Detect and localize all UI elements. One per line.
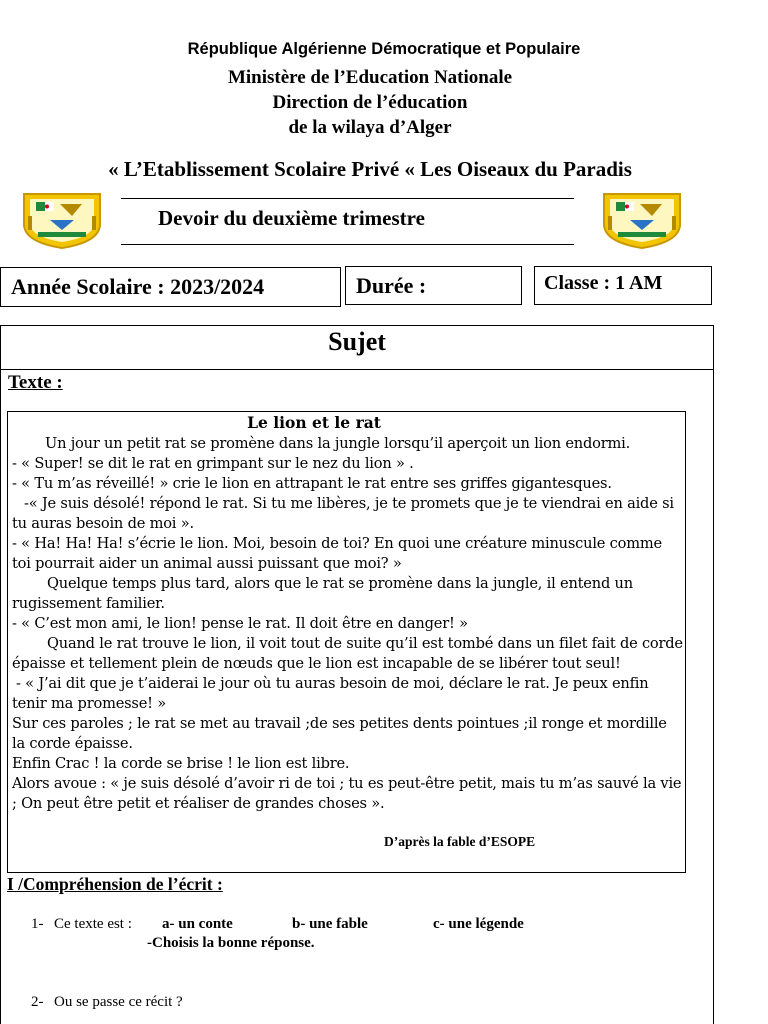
ministry-heading: Ministère de l’Education Nationale: [227, 67, 513, 88]
question-number: 2-: [31, 994, 44, 1010]
annee-box: [0, 267, 341, 307]
comprehension-title: I /Compréhension de l’écrit :: [7, 874, 223, 894]
question-number: 1-: [31, 916, 44, 932]
story-text: [12, 434, 684, 814]
texte-label: Texte :: [8, 372, 63, 393]
wilaya-heading: de la wilaya d’Alger: [288, 117, 452, 138]
duree-box: [345, 266, 522, 305]
answer-option-c: c- une légende: [433, 916, 524, 932]
divider: [121, 244, 574, 245]
story-paragraph: Sur ces paroles ; le rat se met au travail ;de ses petites dents pointues ;il ronge et mordille la corde épaisse.: [12, 715, 667, 752]
story-paragraph: Enfin Crac ! la corde se brise ! le lion est libre.: [12, 755, 350, 772]
answer-option-a: a- un conte: [162, 916, 233, 932]
story-paragraph: - « Tu m’as réveillé! » crie le lion en attrapant le rat entre ses griffes gigantesques.: [12, 475, 612, 492]
story-paragraph: - « C’est mon ami, le lion! pense le rat. Il doit être en danger! »: [12, 615, 468, 632]
school-name: « L’Etablissement Scolaire Privé « Les Oiseaux du Paradis: [108, 157, 632, 181]
sujet-title: Sujet: [328, 327, 386, 356]
direction-heading: Direction de l’éducation: [272, 92, 468, 113]
school-logo-icon: [20, 190, 104, 250]
story-paragraph: - « Super! se dit le rat en grimpant sur le nez du lion » .: [12, 455, 414, 472]
duree-label: Durée :: [356, 273, 427, 298]
story-paragraph: - « J’ai dit que je t’aiderai le jour où tu auras besoin de moi, déclare le rat. Je peux enfin tenir ma promesse! »: [12, 675, 649, 712]
story-paragraph: Quelque temps plus tard, alors que le rat se promène dans la jungle, il entend un rugissement familier.: [12, 575, 633, 612]
republic-heading: République Algérienne Démocratique et Populaire: [187, 40, 581, 58]
story-paragraph: -« Je suis désolé! répond le rat. Si tu me libères, je te promets que je te viendrai en aide si tu auras besoin de moi ».: [12, 495, 674, 532]
divider: [0, 369, 714, 370]
question-text: Ce texte est :: [54, 916, 132, 932]
question-instruction: -Choisis la bonne réponse.: [147, 935, 315, 951]
divider: [121, 198, 574, 199]
story-title: Le lion et le rat: [247, 413, 381, 432]
question-text: Ou se passe ce récit ?: [54, 994, 183, 1010]
story-paragraph: Un jour un petit rat se promène dans la jungle lorsqu’il aperçoit un lion endormi.: [45, 435, 631, 452]
devoir-title: Devoir du deuxième trimestre: [158, 206, 425, 230]
school-logo-icon: [600, 190, 684, 250]
answer-option-b: b- une fable: [292, 916, 368, 932]
classe-box: [534, 266, 712, 305]
story-paragraph: - « Ha! Ha! Ha! s’écrie le lion. Moi, besoin de toi? En quoi une créature minuscule comme toi pourrait aider un animal aussi puissant que moi? »: [12, 535, 662, 572]
story-source: D’après la fable d’ESOPE: [384, 834, 536, 849]
story-paragraph: Quand le rat trouve le lion, il voit tout de suite qu’il est tombé dans un filet fait de corde épaisse et tellement plein de nœuds que le lion est incapable de se libérer tout seul!: [12, 635, 683, 672]
annee-label: Année Scolaire : 2023/2024: [11, 274, 265, 299]
classe-label: Classe : 1 AM: [544, 272, 663, 294]
story-paragraph: Alors avoue : « je suis désolé d’avoir ri de toi ; tu es peut-être petit, mais tu m’as sauvé la vie ; On peut être petit et réaliser de grandes choses ».: [12, 775, 682, 812]
